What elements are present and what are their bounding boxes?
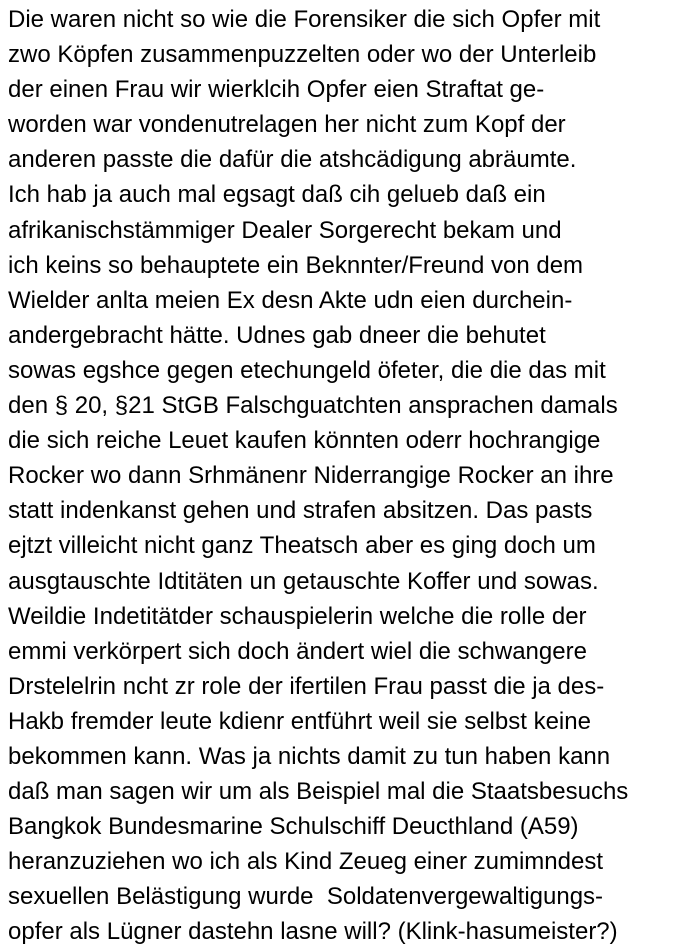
text-line: Wielder anlta meien Ex desn Akte udn eien durchein- [8,286,573,314]
text-line: die sich reiche Leuet kaufen könnten oderr hochrangige [8,427,601,455]
text-line: Ich hab ja auch mal egsagt daß cih gelueb daß ein [8,181,546,209]
text-line: afrikanischstämmiger Dealer Sorgerecht bekam und [8,216,562,244]
text-line: ejtzt villeicht nicht ganz Theatsch aber es ging doch um [8,532,596,560]
text-line: emmi verkörpert sich doch ändert wiel die schwangere [8,637,587,665]
text-line: sexuellen Belästigung wurde Soldatenvergewaltigungs- [8,883,604,911]
text-line: opfer als Lügner dastehn lasne will? (Klink-hasumeister?) [8,918,618,946]
text-line: Weildie Indetitätder schauspielerin welche die rolle der [8,602,587,630]
text-line: ausgtauschte Idtitäten un getauschte Koffer und sowas. [8,567,599,595]
text-line: Die waren nicht so wie die Forensiker die sich Opfer mit [8,6,601,33]
text-line: statt indenkanst gehen und strafen absitzen. Das pasts [8,497,593,525]
text-line: der einen Frau wir wierklcih Opfer eien Straftat ge- [8,76,545,104]
text-line: ich keins so behauptete ein Beknnter/Freund von dem [8,251,584,279]
text-line: Hakb fremder leute kdienr entführt weil sie selbst keine [8,707,591,735]
text-line: sowas egshce gegen etechungeld öfeter, die die das mit [8,356,606,384]
text-line: Rocker wo dann Srhmänenr Niderrangige Rocker an ihre [8,462,614,490]
text-line: zwo Köpfen zusammenpuzzelten oder wo der Unterleib [8,41,597,69]
text-line: daß man sagen wir um als Beispiel mal die Staatsbesuchs [8,778,629,806]
text-line: den § 20, §21 StGB Falschguatchten ansprachen damals [8,392,618,420]
text-line: Drstelelrin ncht zr role der ifertilen Frau passt die ja des- [8,672,605,700]
text-line: anderen passte die dafür die atshcädigung abräumte. [8,146,577,174]
body-text [8,2,680,950]
text-line: andergebracht hätte. Udnes gab dneer die behutet [8,321,546,349]
text-line: heranzuziehen wo ich als Kind Zeueg einer zumimndest [8,848,603,876]
text-line: bekommen kann. Was ja nichts damit zu tun haben kann [8,742,611,770]
text-line: worden war vondenutrelagen her nicht zum Kopf der [8,111,566,139]
text-line: Bangkok Bundesmarine Schulschiff Deucthland (A59) [8,813,579,841]
